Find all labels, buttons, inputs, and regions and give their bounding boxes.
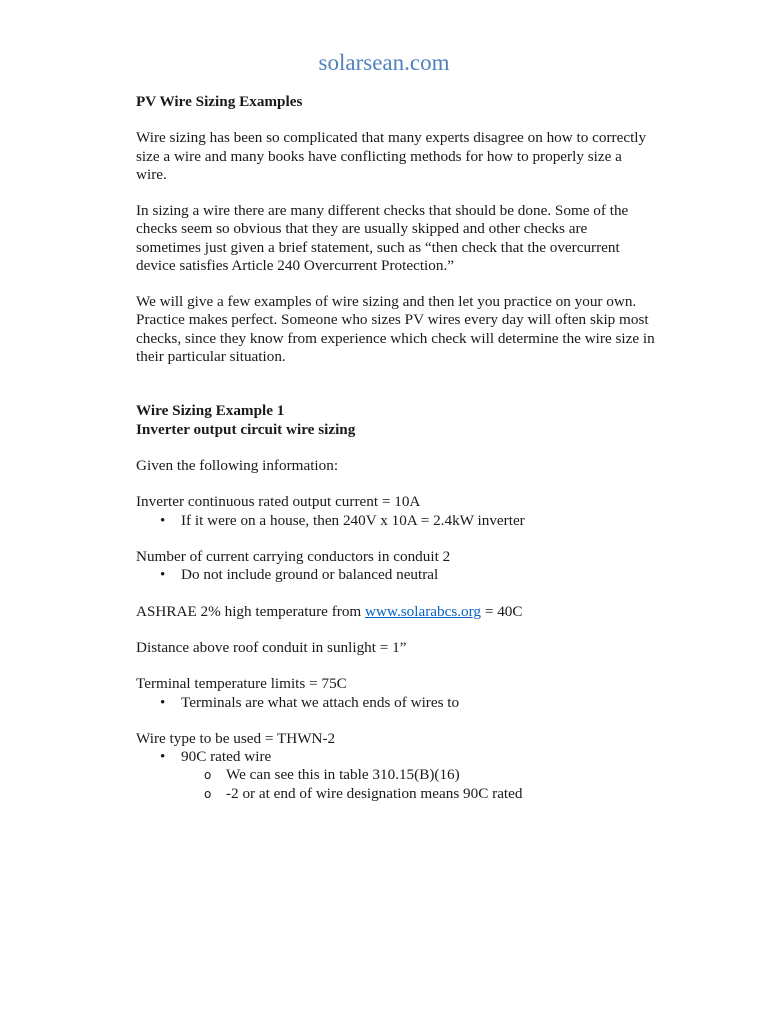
wire-bullet-list bbox=[136, 748, 656, 803]
intro-paragraph-3: We will give a few examples of wire sizing and then let you practice on your own. Practice makes perfect. Someone who sizes PV wires every day will often skip most checks, since they know from experience which check will determine the wire size in their particular situation. bbox=[136, 293, 655, 365]
terminal-line: Terminal temperature limits = 75C bbox=[136, 675, 347, 693]
document-title: PV Wire Sizing Examples bbox=[136, 93, 303, 110]
list-item-text: Terminals are what we attach ends of wires to bbox=[181, 693, 460, 711]
list-item bbox=[136, 694, 656, 712]
ashrae-line bbox=[136, 603, 656, 621]
terminal-bullet-list bbox=[136, 694, 656, 712]
example-heading: Wire Sizing Example 1 bbox=[136, 402, 285, 420]
sub-list-item bbox=[181, 766, 656, 784]
bullet-icon: • bbox=[160, 511, 166, 529]
solarabcs-link[interactable]: www.solarabcs.org bbox=[365, 602, 482, 620]
list-item bbox=[136, 748, 656, 803]
conductors-bullet-list bbox=[136, 566, 656, 584]
sub-list-item-text: -2 or at end of wire designation means 90C rated bbox=[226, 784, 523, 802]
conductors-line: Number of current carrying conductors in conduit 2 bbox=[136, 547, 451, 565]
sub-list-item bbox=[181, 785, 656, 803]
bullet-icon: • bbox=[160, 566, 166, 584]
inverter-current-line: Inverter continuous rated output current = 10A bbox=[136, 493, 421, 511]
document-body bbox=[136, 93, 656, 803]
ashrae-prefix: ASHRAE 2% high temperature from bbox=[136, 602, 366, 620]
intro-paragraph-2: In sizing a wire there are many different checks that should be done. Some of the checks seem so obvious that they are usually skipped and other checks are sometimes just given a brief statement, such as “then check that the overcurrent device satisfies Article 240 Overcurrent Protection.” bbox=[136, 202, 629, 274]
distance-line: Distance above roof conduit in sunlight = 1” bbox=[136, 638, 407, 656]
wire-sub-list bbox=[181, 766, 656, 802]
bullet-icon: • bbox=[160, 693, 166, 711]
sub-bullet-icon: o bbox=[204, 768, 212, 783]
bullet-icon: • bbox=[160, 748, 166, 766]
example-subheading: Inverter output circuit wire sizing bbox=[136, 420, 356, 438]
wire-type-line: Wire type to be used = THWN-2 bbox=[136, 729, 336, 747]
list-item-text: If it were on a house, then 240V x 10A = 2.4kW inverter bbox=[181, 511, 525, 529]
list-item bbox=[136, 512, 656, 530]
ashrae-suffix: = 40C bbox=[481, 602, 523, 620]
given-intro: Given the following information: bbox=[136, 456, 339, 474]
sub-bullet-icon: o bbox=[204, 786, 212, 801]
inverter-bullet-list bbox=[136, 512, 656, 530]
list-item-text: Do not include ground or balanced neutral bbox=[181, 566, 439, 584]
sub-list-item-text: We can see this in table 310.15(B)(16) bbox=[226, 766, 460, 784]
intro-paragraph-1: Wire sizing has been so complicated that many experts disagree on how to correctly size a wire and many books have conflicting methods for how to properly size a wire. bbox=[136, 129, 647, 183]
site-header: solarsean.com bbox=[318, 50, 450, 75]
list-item bbox=[136, 566, 656, 584]
list-item-text: 90C rated wire bbox=[181, 748, 272, 766]
